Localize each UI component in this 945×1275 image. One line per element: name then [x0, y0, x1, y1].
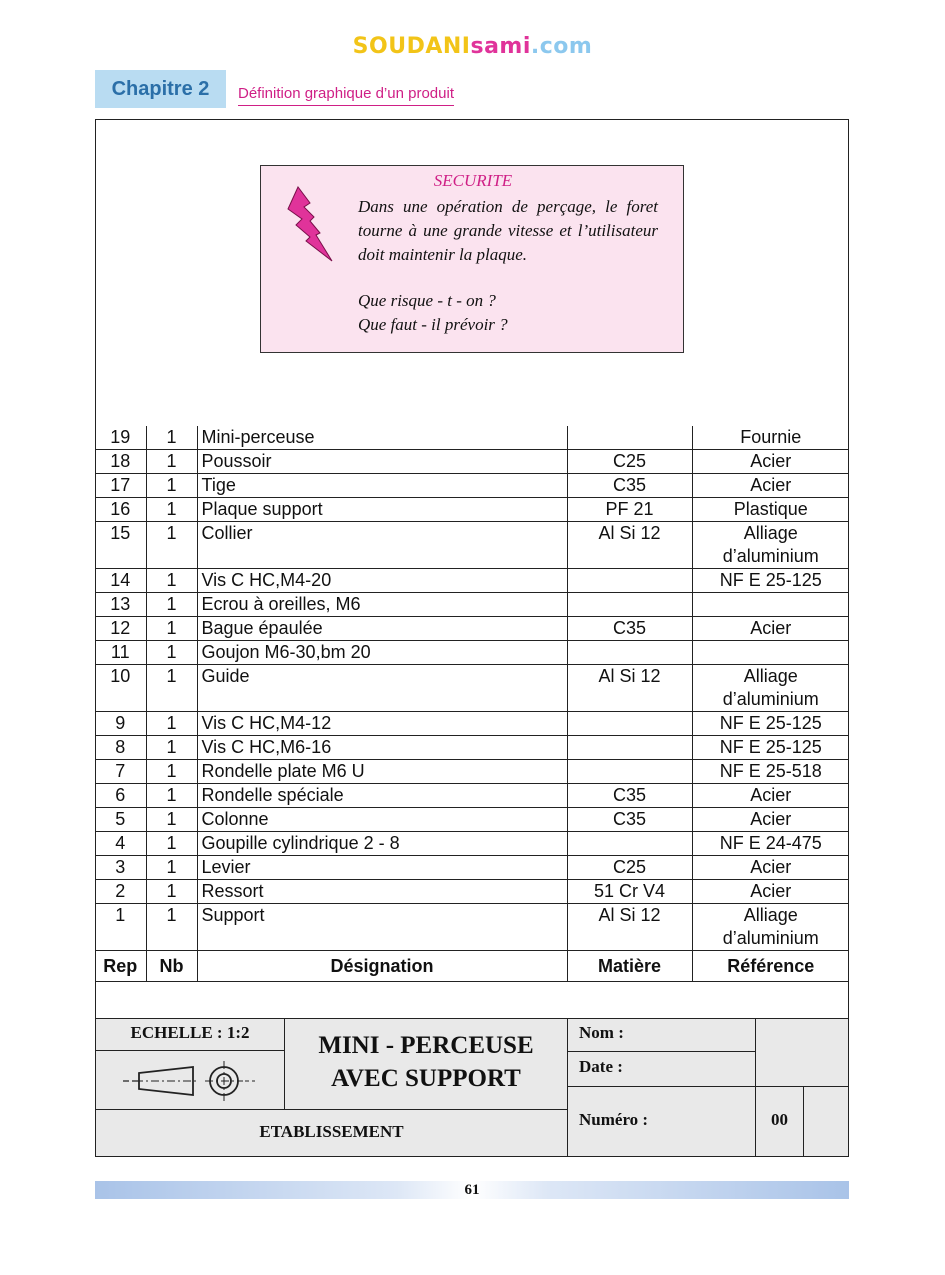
- rep-cell: 1: [95, 904, 146, 951]
- table-row: [95, 450, 849, 474]
- nb-cell: 1: [146, 665, 197, 712]
- reference-cell: [692, 904, 849, 951]
- reference-line: Acier: [750, 785, 792, 805]
- table-row: [95, 593, 849, 617]
- table-row: [95, 736, 849, 760]
- reference-cell: [692, 641, 849, 665]
- designation-cell: Rondelle plate M6 U: [197, 760, 567, 784]
- page-number: 61: [464, 1182, 480, 1198]
- matiere-cell: C35: [567, 784, 692, 808]
- table-row: [95, 474, 849, 498]
- safety-title: SECURITE: [433, 171, 513, 190]
- table-row: [95, 426, 849, 450]
- rep-cell: 17: [95, 474, 146, 498]
- nb-cell: 1: [146, 712, 197, 736]
- designation-cell: Support: [197, 904, 567, 951]
- rep-cell: 11: [95, 641, 146, 665]
- matiere-cell: [567, 712, 692, 736]
- designation-cell: Levier: [197, 856, 567, 880]
- reference-cell: [692, 617, 849, 641]
- reference-line: Alliage: [743, 666, 798, 686]
- chapter-title: Définition graphique d’un produit: [238, 85, 454, 106]
- reference-line: NF E 25-125: [719, 713, 822, 733]
- rep-cell: 7: [95, 760, 146, 784]
- matiere-cell: C35: [567, 617, 692, 641]
- reference-cell: [692, 832, 849, 856]
- designation-cell: Colonne: [197, 808, 567, 832]
- reference-line-2: d’aluminium: [722, 928, 819, 948]
- matiere-cell: [567, 760, 692, 784]
- matiere-cell: Al Si 12: [567, 522, 692, 569]
- designation-cell: Vis C HC,M4-12: [197, 712, 567, 736]
- rep-cell: 8: [95, 736, 146, 760]
- reference-cell: [692, 784, 849, 808]
- matiere-cell: C35: [567, 808, 692, 832]
- matiere-cell: C25: [567, 856, 692, 880]
- table-row: [95, 832, 849, 856]
- designation-cell: Guide: [197, 665, 567, 712]
- table-row: [95, 712, 849, 736]
- rep-cell: 5: [95, 808, 146, 832]
- reference-line: NF E 25-518: [719, 761, 822, 781]
- page-footer: [95, 1181, 849, 1199]
- matiere-cell: [567, 593, 692, 617]
- reference-line: Acier: [750, 881, 792, 901]
- column-header: Désignation: [197, 951, 567, 982]
- nb-cell: 1: [146, 784, 197, 808]
- reference-line: Acier: [750, 451, 792, 471]
- reference-cell: [692, 665, 849, 712]
- scale-label: ECHELLE : 1:2: [96, 1019, 285, 1051]
- matiere-cell: [567, 641, 692, 665]
- reference-line: Acier: [750, 857, 792, 877]
- reference-cell: [692, 569, 849, 593]
- reference-cell: [692, 808, 849, 832]
- matiere-cell: Al Si 12: [567, 665, 692, 712]
- rep-cell: 18: [95, 450, 146, 474]
- numero-value: 00: [756, 1087, 804, 1156]
- nb-cell: 1: [146, 593, 197, 617]
- safety-question-1: Que risque - t - on ?: [358, 291, 496, 310]
- safety-text: Dans une opération de perçage, le foret tourne à une grande vitesse et l’utilisateur doit maintenir la plaque.: [358, 197, 658, 264]
- reference-line: Acier: [750, 475, 792, 495]
- nb-cell: 1: [146, 426, 197, 450]
- designation-cell: Ecrou à oreilles, M6: [197, 593, 567, 617]
- nb-cell: 1: [146, 641, 197, 665]
- rep-cell: 9: [95, 712, 146, 736]
- table-row: [95, 784, 849, 808]
- chapter-label: Chapitre 2: [95, 70, 226, 108]
- designation-cell: Ressort: [197, 880, 567, 904]
- site-watermark: [0, 34, 945, 59]
- table-row: [95, 856, 849, 880]
- reference-line: NF E 24-475: [719, 833, 822, 853]
- reference-line: Alliage: [743, 523, 798, 543]
- nb-cell: 1: [146, 569, 197, 593]
- reference-line-2: d’aluminium: [722, 689, 819, 709]
- designation-cell: Goujon M6-30,bm 20: [197, 641, 567, 665]
- blank-cell: [756, 1019, 848, 1087]
- site-part3: .com: [530, 34, 593, 59]
- designation-cell: Poussoir: [197, 450, 567, 474]
- table-row: [95, 569, 849, 593]
- table-header-row: [95, 951, 849, 982]
- reference-line: Acier: [750, 618, 792, 638]
- rep-cell: 16: [95, 498, 146, 522]
- nb-cell: 1: [146, 522, 197, 569]
- designation-cell: Rondelle spéciale: [197, 784, 567, 808]
- matiere-cell: 51 Cr V4: [567, 880, 692, 904]
- column-header: Nb: [146, 951, 197, 982]
- site-part1: SOUDANI: [352, 34, 471, 59]
- lightning-bolt-icon: [286, 185, 334, 263]
- first-angle-projection-icon: [121, 1059, 261, 1103]
- reference-line: Acier: [750, 809, 792, 829]
- nb-cell: 1: [146, 808, 197, 832]
- reference-line: NF E 25-125: [719, 737, 822, 757]
- reference-cell: [692, 856, 849, 880]
- matiere-cell: [567, 569, 692, 593]
- safety-question-2: Que faut - il prévoir ?: [358, 315, 508, 334]
- column-header: Matière: [567, 951, 692, 982]
- reference-cell: [692, 712, 849, 736]
- nb-cell: 1: [146, 617, 197, 641]
- table-row: [95, 641, 849, 665]
- rep-cell: 15: [95, 522, 146, 569]
- matiere-cell: PF 21: [567, 498, 692, 522]
- table-row: [95, 880, 849, 904]
- parts-list-table: [95, 426, 849, 982]
- nb-cell: 1: [146, 474, 197, 498]
- matiere-cell: [567, 426, 692, 450]
- column-header: Rep: [95, 951, 146, 982]
- rep-cell: 6: [95, 784, 146, 808]
- table-row: [95, 808, 849, 832]
- reference-cell: [692, 522, 849, 569]
- rep-cell: 3: [95, 856, 146, 880]
- reference-cell: [692, 450, 849, 474]
- matiere-cell: Al Si 12: [567, 904, 692, 951]
- nom-label: Nom :: [568, 1019, 756, 1052]
- date-label: Date :: [568, 1052, 756, 1087]
- reference-cell: [692, 426, 849, 450]
- reference-cell: [692, 474, 849, 498]
- reference-cell: [692, 880, 849, 904]
- reference-cell: [692, 498, 849, 522]
- table-row: [95, 665, 849, 712]
- rep-cell: 10: [95, 665, 146, 712]
- projection-cell: [96, 1051, 285, 1110]
- rep-cell: 12: [95, 617, 146, 641]
- reference-line: Fournie: [740, 427, 802, 447]
- drawing-title-line1: MINI - PERCEUSE: [318, 1032, 534, 1059]
- designation-cell: Vis C HC,M6-16: [197, 736, 567, 760]
- matiere-cell: C35: [567, 474, 692, 498]
- designation-cell: Tige: [197, 474, 567, 498]
- table-row: [95, 760, 849, 784]
- reference-line: NF E 25-125: [719, 570, 822, 590]
- designation-cell: Goupille cylindrique 2 - 8: [197, 832, 567, 856]
- rep-cell: 14: [95, 569, 146, 593]
- drawing-title-line2: AVEC SUPPORT: [331, 1065, 521, 1092]
- establishment-label: ETABLISSEMENT: [96, 1110, 568, 1156]
- rep-cell: 4: [95, 832, 146, 856]
- drawing-title: [285, 1019, 568, 1110]
- reference-line-2: d’aluminium: [722, 546, 819, 566]
- nb-cell: 1: [146, 880, 197, 904]
- rep-cell: 2: [95, 880, 146, 904]
- nb-cell: 1: [146, 760, 197, 784]
- designation-cell: Plaque support: [197, 498, 567, 522]
- column-header: Référence: [692, 951, 849, 982]
- table-row: [95, 522, 849, 569]
- nb-cell: 1: [146, 856, 197, 880]
- designation-cell: Vis C HC,M4-20: [197, 569, 567, 593]
- reference-cell: [692, 760, 849, 784]
- matiere-cell: [567, 832, 692, 856]
- designation-cell: Mini-perceuse: [197, 426, 567, 450]
- reference-cell: [692, 593, 849, 617]
- matiere-cell: [567, 736, 692, 760]
- nb-cell: 1: [146, 904, 197, 951]
- table-row: [95, 904, 849, 951]
- table-row: [95, 617, 849, 641]
- rep-cell: 19: [95, 426, 146, 450]
- reference-line: Plastique: [733, 499, 808, 519]
- site-part2: sami: [470, 34, 531, 59]
- title-block: [95, 1018, 849, 1157]
- nb-cell: 1: [146, 736, 197, 760]
- table-row: [95, 498, 849, 522]
- rep-cell: 13: [95, 593, 146, 617]
- reference-line: Alliage: [743, 905, 798, 925]
- designation-cell: Collier: [197, 522, 567, 569]
- nb-cell: 1: [146, 450, 197, 474]
- numero-label: Numéro :: [568, 1087, 756, 1156]
- designation-cell: Bague épaulée: [197, 617, 567, 641]
- matiere-cell: C25: [567, 450, 692, 474]
- reference-cell: [692, 736, 849, 760]
- nb-cell: 1: [146, 832, 197, 856]
- nb-cell: 1: [146, 498, 197, 522]
